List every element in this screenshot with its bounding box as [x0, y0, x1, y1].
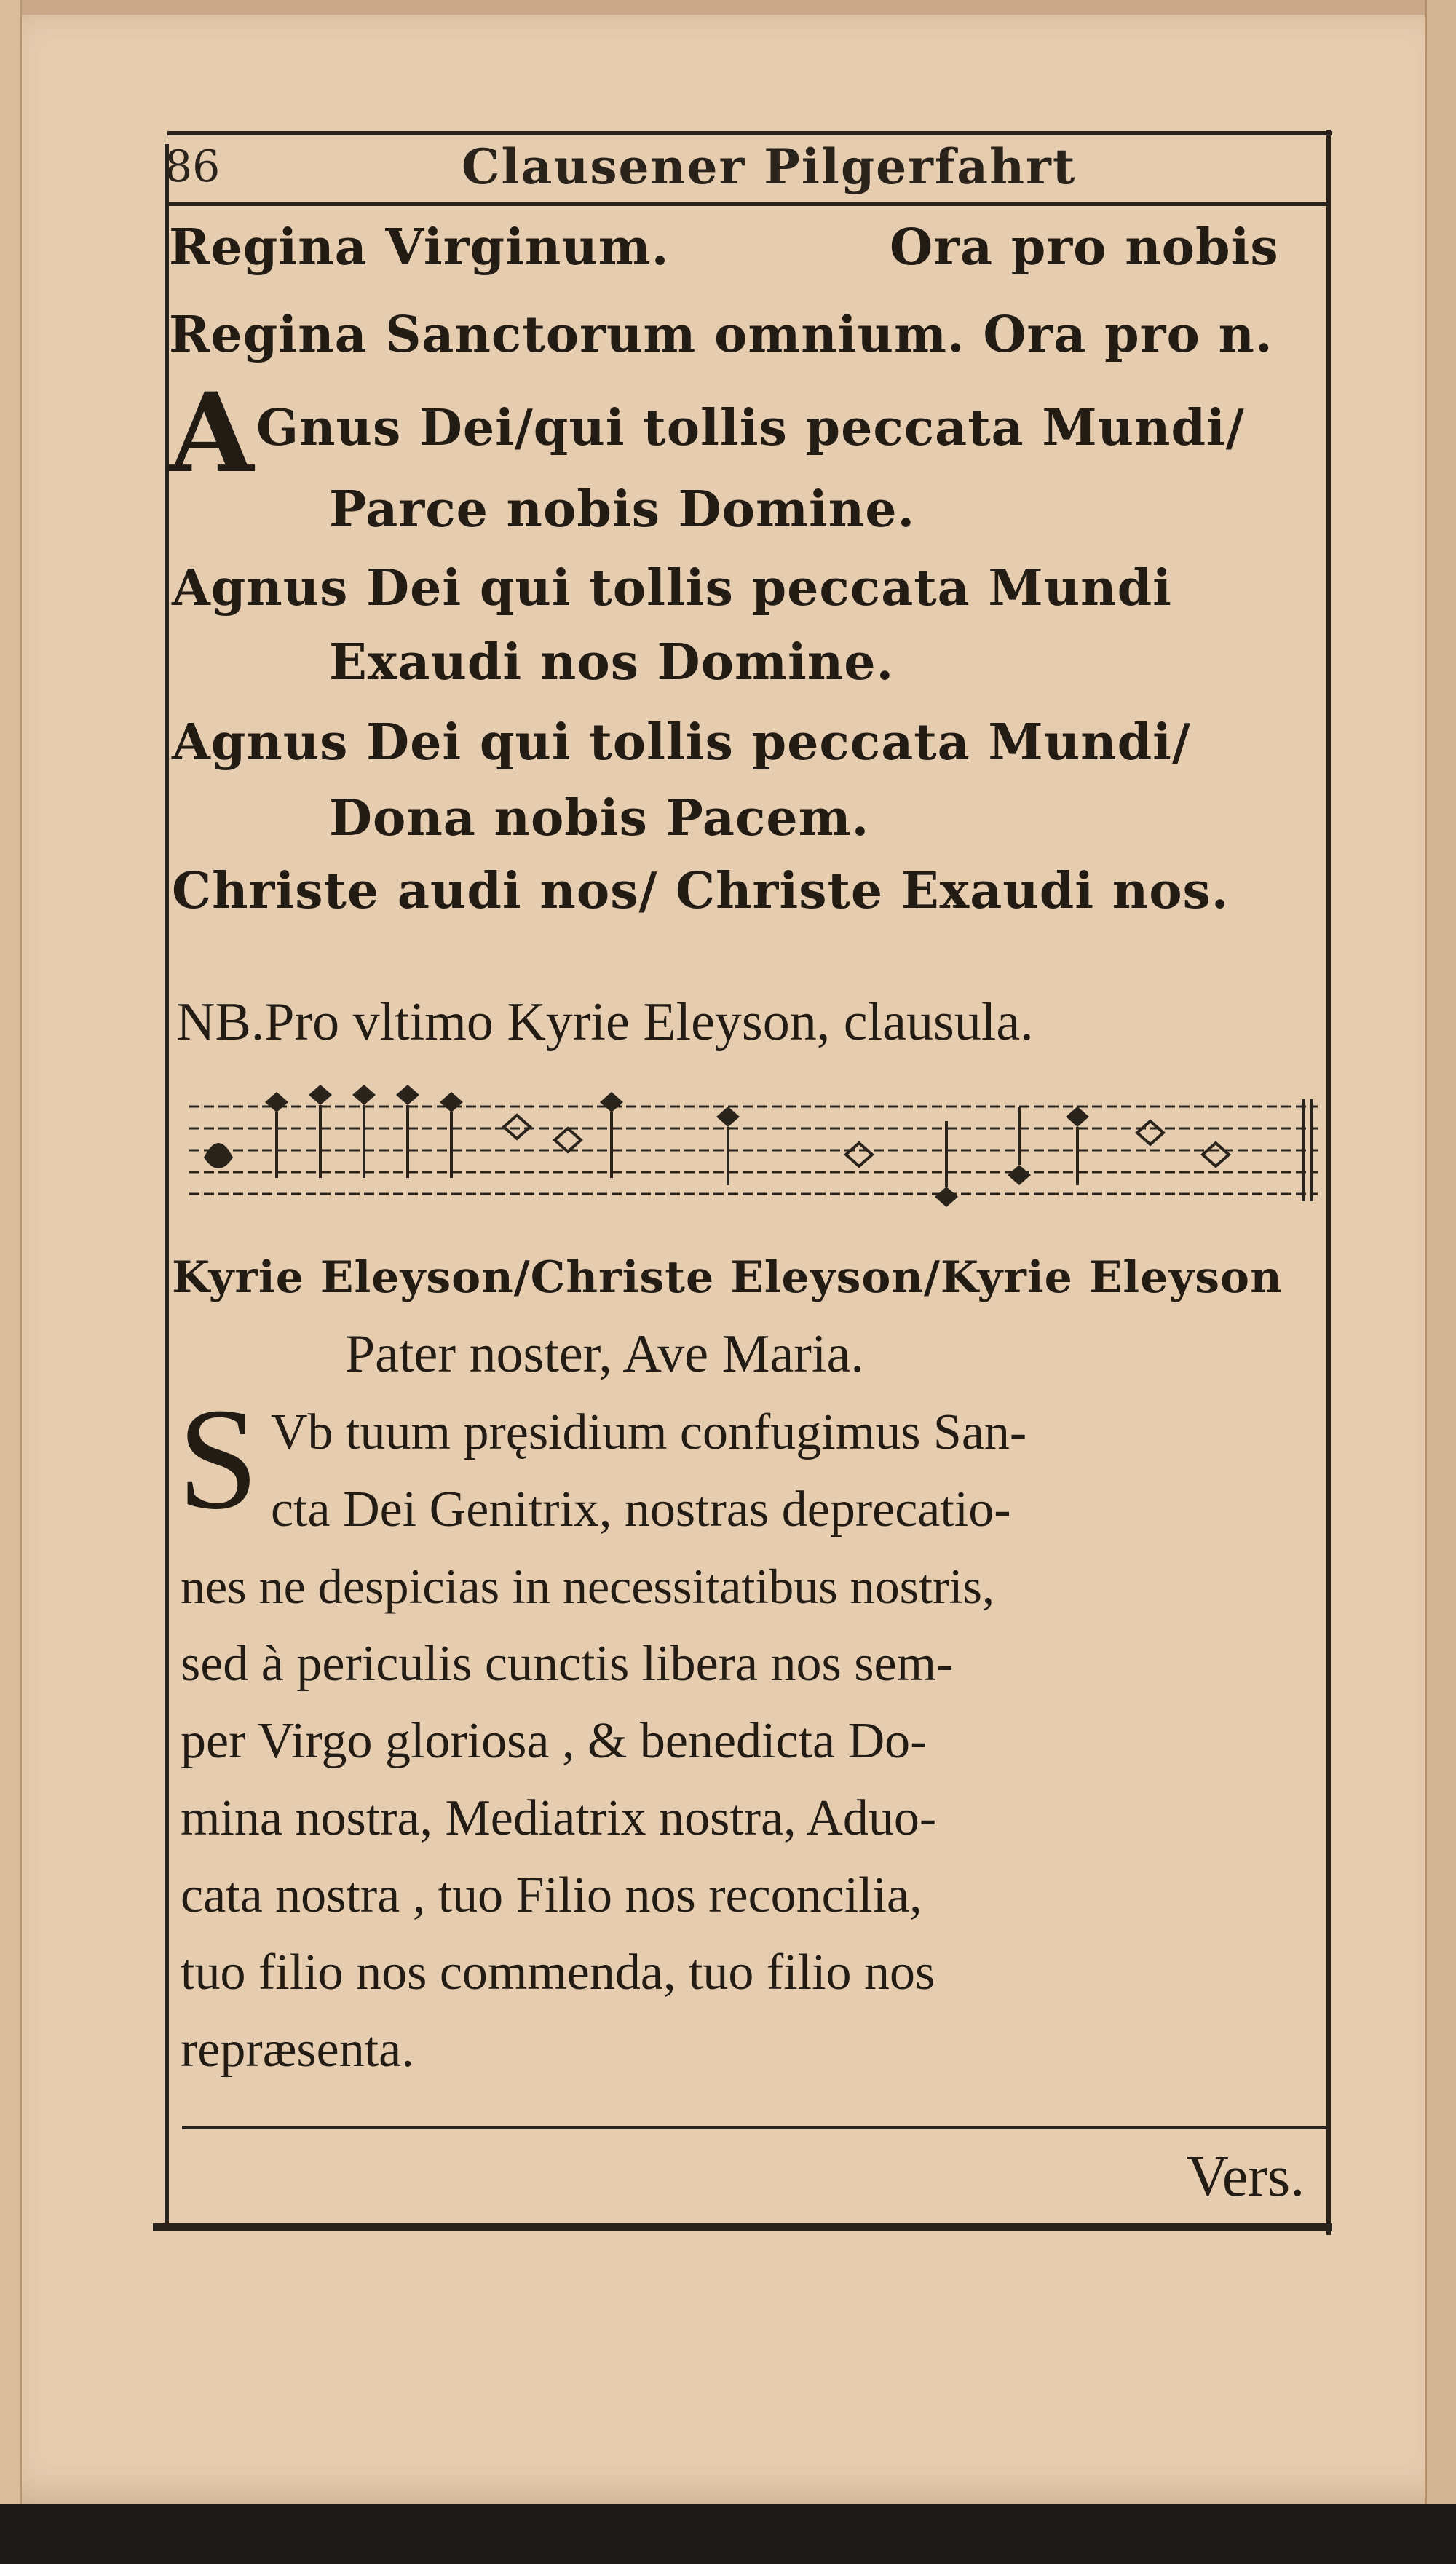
agnus-line-3: Agnus Dei qui tollis peccata Mundi/	[172, 713, 1191, 772]
litany-line-1-left: Regina Virginum.	[169, 218, 670, 277]
sub-tuum-line-9: repræsenta.	[181, 2022, 414, 2078]
top-rule	[167, 131, 1332, 135]
agnus-line-2-cont: Exaudi nos Domine.	[329, 633, 895, 692]
running-head	[156, 138, 1329, 204]
sub-tuum-line-1: Vb tuum pręsidium confugimus San-	[271, 1404, 1027, 1460]
nb-line: NB.Pro vltimo Kyrie Eleyson, clausula.	[176, 992, 1034, 1052]
catchword: Vers.	[1187, 2145, 1305, 2209]
agnus-dropcap: A	[169, 369, 254, 497]
agnus-line-1-cont: Parce nobis Domine.	[329, 480, 916, 539]
agnus-line-4: Christe audi nos/ Christe Exaudi nos.	[172, 862, 1230, 920]
page-top-edge	[0, 0, 1456, 15]
music-caption: Kyrie Eleyson/Christe Eleyson/Kyrie Eleyson	[172, 1252, 1283, 1303]
sub-tuum-dropcap: S	[178, 1379, 259, 1540]
page-number: 86	[165, 141, 221, 192]
sub-tuum-line-6: mina nostra, Mediatrix nostra, Aduo-	[181, 1790, 937, 1846]
sub-tuum-line-5: per Virgo gloriosa , & benedicta Do-	[181, 1713, 927, 1769]
header-rule	[169, 202, 1328, 206]
sub-tuum-line-2: cta Dei Genitrix, nostras deprecatio-	[271, 1481, 1011, 1538]
music-staff	[175, 1077, 1328, 1223]
background-surface	[0, 2504, 1456, 2564]
foot-rule	[182, 2126, 1329, 2129]
agnus-line-1: Gnus Dei/qui tollis peccata Mundi/	[256, 399, 1245, 457]
sub-tuum-line-3: nes ne despicias in necessitatibus nostris,	[181, 1559, 995, 1614]
agnus-line-2: Agnus Dei qui tollis peccata Mundi	[172, 559, 1172, 617]
sub-tuum-line-4: sed à periculis cunctis libera nos sem-	[181, 1636, 954, 1692]
bottom-rule	[153, 2223, 1332, 2231]
prayers-line: Pater noster, Ave Maria.	[345, 1324, 864, 1384]
sub-tuum-line-7: cata nostra , tuo Filio nos reconcilia,	[181, 1867, 922, 1923]
litany-line-1-right: Ora pro nobis	[890, 218, 1279, 277]
litany-line-2: Regina Sanctorum omnium. Ora pro n.	[169, 306, 1273, 364]
agnus-line-3-cont: Dona nobis Pacem.	[329, 789, 870, 847]
page-left-edge	[0, 0, 22, 2504]
sub-tuum-line-8: tuo filio nos commenda, tuo filio nos	[181, 1944, 935, 2001]
page-right-edge	[1425, 0, 1456, 2504]
running-title: Clausener Pilgerfahrt	[462, 138, 1077, 195]
